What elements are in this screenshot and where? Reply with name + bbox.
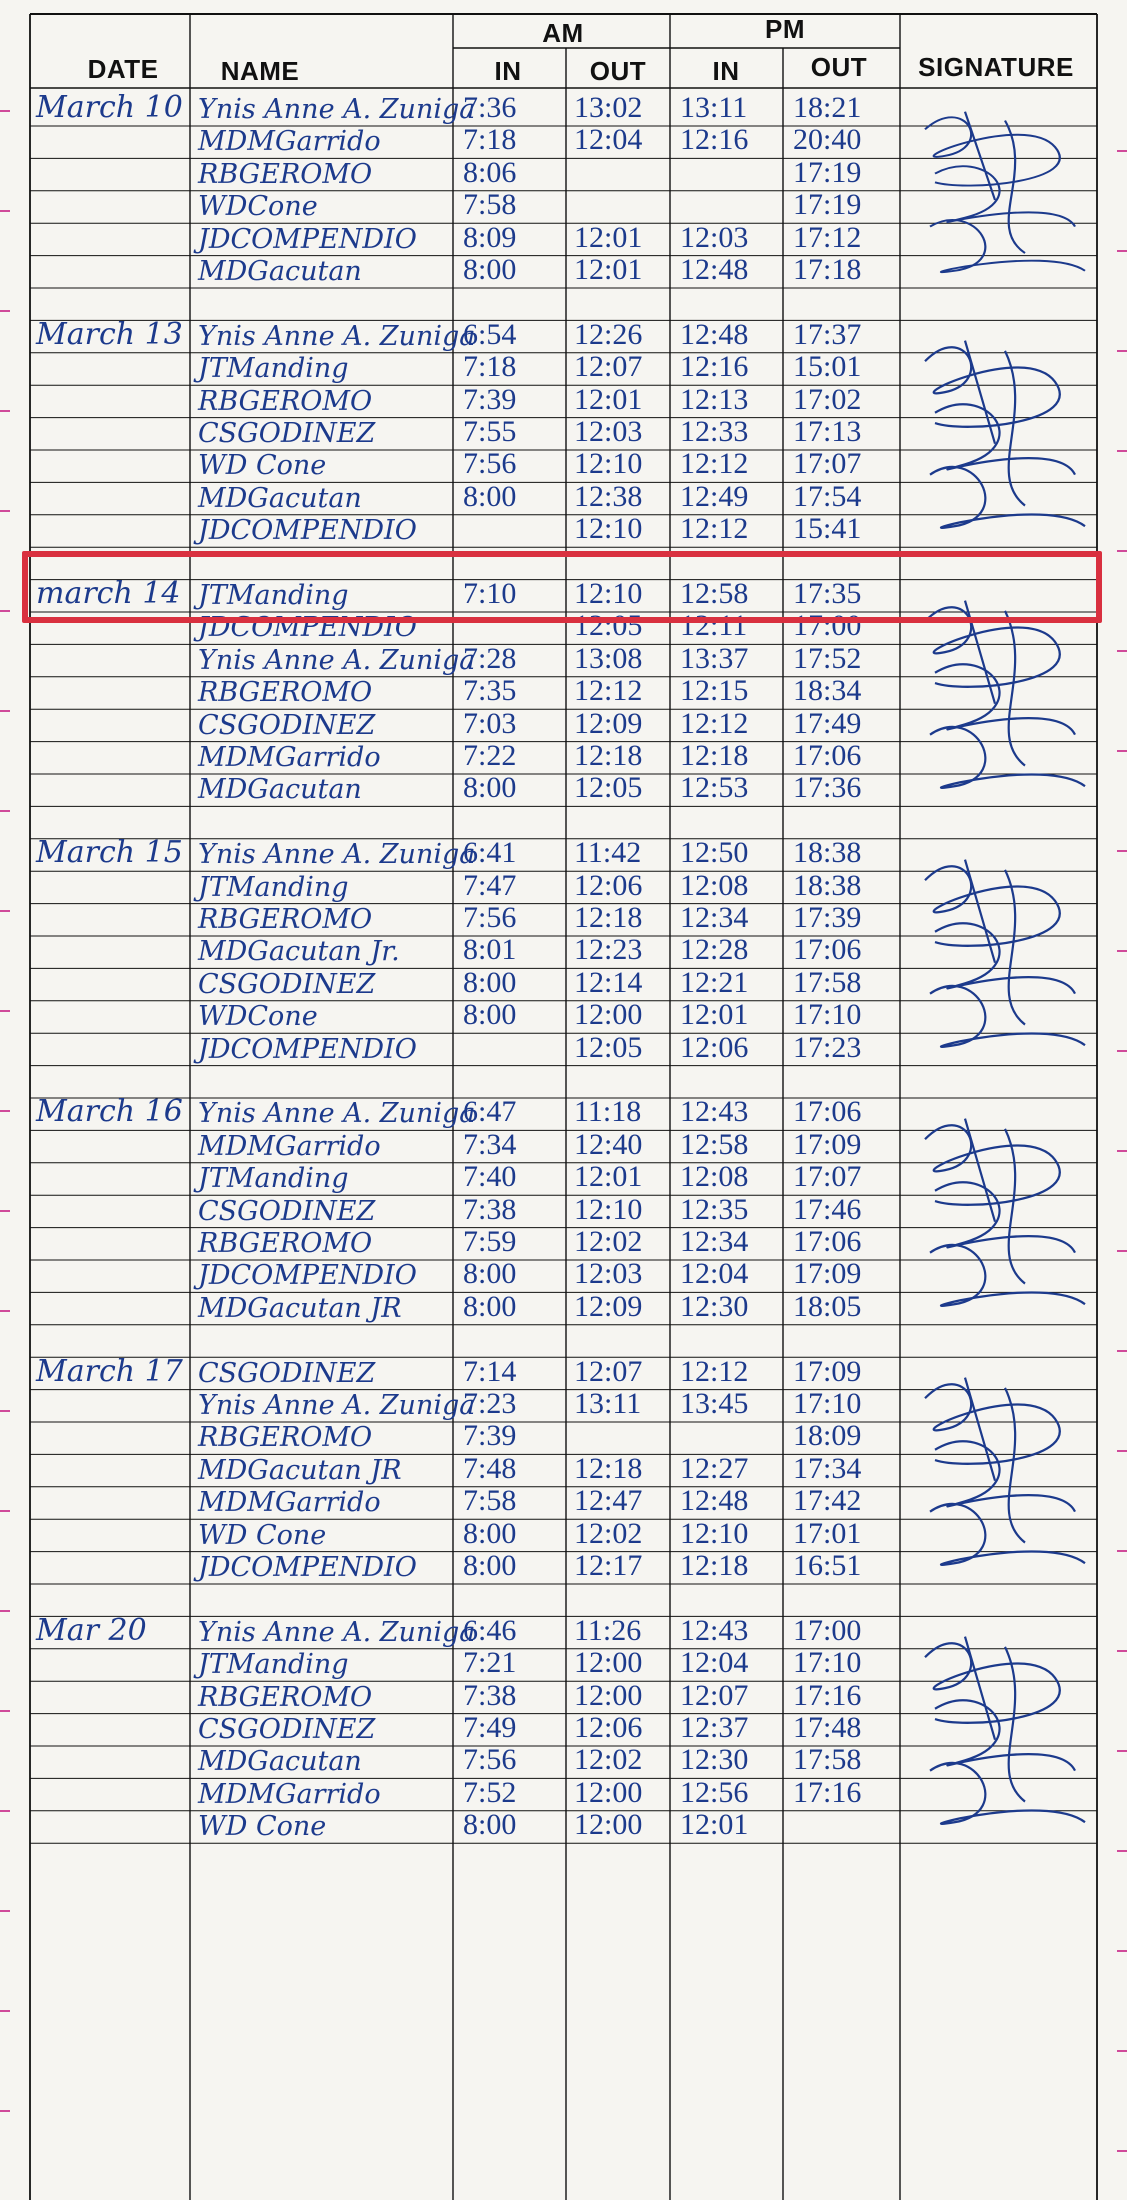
pm-out-cell: 18:38 — [793, 836, 862, 870]
am-out-cell: 12:10 — [574, 512, 643, 546]
am-out-cell: 12:02 — [574, 1516, 643, 1550]
margin-tick — [0, 1810, 10, 1812]
am-in-cell: 8:01 — [463, 933, 517, 967]
pm-in-cell: 12:12 — [680, 512, 749, 546]
header-signature: SIGNATURE — [918, 52, 1074, 82]
name-cell: Ynis Anne A. Zuniga — [198, 839, 476, 871]
pm-out-cell: 17:06 — [793, 1225, 862, 1258]
pm-out-cell: 17:09 — [793, 1354, 862, 1388]
margin-tick — [0, 210, 10, 212]
am-out-cell: 12:18 — [574, 1451, 643, 1485]
pm-in-cell: 12:04 — [680, 1646, 749, 1680]
am-out-cell: 12:02 — [574, 1225, 643, 1258]
pm-in-cell: 12:48 — [680, 317, 749, 351]
pm-out-cell: 17:42 — [793, 1484, 862, 1518]
pm-in-cell: 12:48 — [680, 253, 749, 286]
header-pm-in: IN — [712, 56, 740, 86]
pm-out-cell: 17:10 — [793, 998, 862, 1032]
margin-tick — [0, 110, 10, 112]
am-in-cell: 6:41 — [463, 836, 517, 870]
pm-in-cell: 13:45 — [680, 1387, 749, 1420]
pm-in-cell: 12:12 — [680, 706, 749, 740]
margin-tick — [1117, 950, 1127, 952]
pm-out-cell: 17:46 — [793, 1192, 862, 1226]
pm-out-cell: 17:06 — [793, 933, 862, 967]
pm-in-cell: 12:12 — [680, 1354, 749, 1388]
pm-out-cell: 17:48 — [793, 1711, 862, 1744]
am-in-cell: 7:38 — [463, 1678, 517, 1712]
name-cell: MDMGarrido — [198, 1778, 381, 1810]
pm-out-cell: 17:58 — [793, 1743, 862, 1777]
am-out-cell: 12:01 — [574, 253, 643, 286]
name-cell: WDCone — [198, 191, 318, 223]
am-out-cell: 12:00 — [574, 1808, 643, 1842]
name-cell: RBGEROMO — [198, 1681, 373, 1713]
pm-out-cell: 17:16 — [793, 1775, 862, 1809]
pm-out-cell: 18:38 — [793, 868, 862, 902]
pm-out-cell: 20:40 — [793, 123, 862, 157]
pm-out-cell: 17:35 — [793, 577, 862, 610]
am-in-cell: 8:00 — [463, 1808, 517, 1842]
pm-out-cell: 17:37 — [793, 317, 862, 351]
margin-tick — [0, 310, 10, 312]
pm-in-cell: 12:01 — [680, 998, 749, 1032]
am-out-cell: 12:05 — [574, 1030, 643, 1064]
margin-tick — [0, 1410, 10, 1412]
am-in-cell: 7:34 — [463, 1127, 517, 1161]
date-cell: Mar 20 — [36, 1612, 147, 1648]
name-cell: JDCOMPENDIO — [198, 612, 417, 644]
name-cell: MDGacutan Jr. — [198, 936, 400, 968]
pm-in-cell: 12:30 — [680, 1289, 749, 1323]
am-in-cell: 8:00 — [463, 1549, 517, 1582]
am-out-cell: 12:38 — [574, 479, 643, 513]
pm-out-cell: 17:07 — [793, 1160, 862, 1194]
am-out-cell: 12:10 — [574, 447, 643, 481]
pm-out-cell: 17:07 — [793, 447, 862, 481]
am-out-cell: 12:06 — [574, 1711, 643, 1744]
am-in-cell: 6:54 — [463, 317, 517, 351]
pm-in-cell: 12:06 — [680, 1030, 749, 1064]
pm-out-cell: 17:10 — [793, 1387, 862, 1420]
margin-tick — [1117, 1250, 1127, 1252]
pm-out-cell: 17:39 — [793, 901, 862, 934]
pm-in-cell: 12:58 — [680, 1127, 749, 1161]
am-out-cell: 12:26 — [574, 317, 643, 351]
pm-out-cell: 17:34 — [793, 1451, 862, 1485]
am-out-cell: 12:18 — [574, 739, 643, 772]
margin-tick — [0, 2110, 10, 2112]
margin-tick — [1117, 150, 1127, 152]
am-in-cell: 8:00 — [463, 771, 517, 805]
am-in-cell: 7:03 — [463, 706, 517, 740]
pm-in-cell: 12:43 — [680, 1095, 749, 1129]
name-cell: Ynis Anne A. Zuniga — [198, 320, 476, 352]
margin-tick — [1117, 350, 1127, 352]
am-out-cell: 11:26 — [574, 1613, 642, 1647]
pm-in-cell: 12:48 — [680, 1484, 749, 1518]
name-cell: CSGODINEZ — [198, 1714, 376, 1745]
am-out-cell: 12:00 — [574, 1775, 643, 1809]
am-out-cell: 12:10 — [574, 1192, 643, 1226]
name-cell: JTManding — [198, 580, 349, 611]
pm-in-cell: 12:58 — [680, 577, 749, 610]
am-out-cell: 11:42 — [574, 836, 642, 870]
pm-in-cell: 12:11 — [680, 609, 748, 643]
am-in-cell: 8:00 — [463, 253, 517, 286]
name-cell: Ynis Anne A. Zuniga — [198, 1098, 476, 1130]
pm-out-cell: 17:00 — [793, 1613, 862, 1647]
margin-tick — [1117, 2050, 1127, 2052]
pm-in-cell: 12:49 — [680, 479, 749, 513]
margin-tick — [1117, 1350, 1127, 1352]
name-cell: RBGEROMO — [198, 904, 373, 935]
pm-out-cell: 17:36 — [793, 771, 862, 805]
am-in-cell: 8:00 — [463, 1257, 517, 1291]
name-cell: CSGODINEZ — [198, 418, 376, 449]
am-out-cell: 12:00 — [574, 998, 643, 1032]
name-cell: JDCOMPENDIO — [198, 1033, 417, 1065]
am-out-cell: 12:47 — [574, 1484, 643, 1518]
pm-in-cell: 12:08 — [680, 868, 749, 902]
pm-in-cell: 12:27 — [680, 1451, 749, 1485]
date-cell: March 15 — [36, 835, 183, 871]
name-cell: WD Cone — [198, 450, 327, 482]
pm-in-cell: 12:07 — [680, 1678, 749, 1712]
margin-tick — [0, 410, 10, 412]
am-out-cell: 12:09 — [574, 706, 643, 740]
name-cell: MDMGarrido — [198, 126, 381, 158]
margin-tick — [1117, 750, 1127, 752]
pm-in-cell: 12:43 — [680, 1613, 749, 1647]
pm-in-cell: 12:15 — [680, 674, 749, 708]
pm-in-cell: 12:37 — [680, 1711, 749, 1744]
am-in-cell: 7:40 — [463, 1160, 517, 1194]
pm-out-cell: 15:01 — [793, 350, 862, 384]
am-in-cell: 7:23 — [463, 1387, 517, 1420]
am-in-cell: 6:46 — [463, 1613, 517, 1647]
name-cell: Ynis Anne A. Zuniga — [198, 94, 476, 125]
margin-tick — [0, 1210, 10, 1212]
header-am-in: IN — [494, 56, 522, 86]
pm-in-cell: 12:16 — [680, 350, 749, 384]
am-out-cell: 12:02 — [574, 1743, 643, 1777]
am-out-cell: 12:12 — [574, 674, 643, 708]
margin-tick — [0, 710, 10, 712]
name-cell: JTManding — [198, 1163, 349, 1195]
pm-in-cell: 12:01 — [680, 1808, 749, 1842]
margin-tick — [1117, 1950, 1127, 1952]
header-date: DATE — [87, 54, 159, 84]
am-out-cell: 12:01 — [574, 220, 643, 254]
am-out-cell: 11:18 — [574, 1095, 642, 1129]
name-cell: CSGODINEZ — [198, 968, 376, 1000]
am-out-cell: 12:06 — [574, 868, 643, 902]
name-cell: Ynis Anne A. Zuniga — [198, 1390, 476, 1421]
date-cell: March 16 — [36, 1094, 183, 1130]
margin-tick — [0, 1510, 10, 1512]
margin-tick — [0, 1310, 10, 1312]
name-cell: WD Cone — [198, 1811, 327, 1843]
name-cell: RBGEROMO — [198, 385, 373, 417]
am-in-cell: 7:59 — [463, 1225, 517, 1258]
am-in-cell: 7:35 — [463, 674, 517, 708]
header-am: AM — [542, 18, 584, 48]
pm-in-cell: 12:28 — [680, 933, 749, 967]
pm-in-cell: 12:30 — [680, 1743, 749, 1777]
pm-in-cell: 13:37 — [680, 641, 749, 675]
name-cell: JDCOMPENDIO — [198, 1260, 417, 1292]
name-cell: MDMGarrido — [198, 1487, 381, 1519]
am-in-cell: 7:58 — [463, 1484, 517, 1518]
am-in-cell: 6:47 — [463, 1095, 517, 1129]
margin-tick — [1117, 250, 1127, 252]
am-out-cell: 12:07 — [574, 1354, 643, 1388]
pm-out-cell: 17:49 — [793, 706, 862, 740]
pm-out-cell: 16:51 — [793, 1549, 862, 1582]
date-cell: March 10 — [36, 90, 183, 125]
pm-out-cell: 17:06 — [793, 739, 862, 772]
pm-in-cell: 12:18 — [680, 1549, 749, 1582]
am-in-cell: 7:48 — [463, 1451, 517, 1485]
am-in-cell: 7:56 — [463, 901, 517, 934]
margin-tick — [0, 1910, 10, 1912]
header-am-out: OUT — [589, 56, 647, 86]
pm-out-cell: 17:00 — [793, 609, 862, 643]
name-cell: MDGacutan JR — [198, 1292, 402, 1324]
date-cell: March 17 — [36, 1353, 183, 1389]
name-cell: Ynis Anne A. Zuniga — [198, 644, 476, 676]
am-in-cell: 8:00 — [463, 1516, 517, 1550]
pm-out-cell: 17:13 — [793, 415, 862, 448]
am-in-cell: 8:09 — [463, 220, 517, 254]
am-out-cell: 12:23 — [574, 933, 643, 967]
pm-out-cell: 15:41 — [793, 512, 862, 546]
pm-out-cell: 17:09 — [793, 1257, 862, 1291]
margin-tick — [1117, 550, 1127, 552]
am-out-cell: 13:11 — [574, 1387, 642, 1420]
am-in-cell: 7:36 — [463, 91, 517, 124]
am-in-cell: 7:22 — [463, 739, 517, 772]
am-out-cell: 12:00 — [574, 1678, 643, 1712]
am-out-cell: 12:04 — [574, 123, 643, 157]
am-out-cell: 12:01 — [574, 382, 643, 416]
am-out-cell: 13:08 — [574, 641, 643, 675]
name-cell: JTManding — [198, 1649, 349, 1681]
header-pm-out: OUT — [810, 52, 868, 82]
name-cell: CSGODINEZ — [198, 709, 376, 741]
pm-out-cell: 17:58 — [793, 965, 862, 999]
am-out-cell: 12:09 — [574, 1289, 643, 1323]
name-cell: MDGacutan — [198, 482, 362, 514]
name-cell: JDCOMPENDIO — [198, 1552, 417, 1583]
name-cell: MDGacutan — [198, 256, 362, 287]
name-cell: JTManding — [198, 353, 349, 385]
pm-in-cell: 12:34 — [680, 901, 749, 934]
am-out-cell: 12:17 — [574, 1549, 643, 1582]
am-out-cell: 12:03 — [574, 1257, 643, 1291]
pm-out-cell: 18:21 — [793, 91, 862, 124]
am-out-cell: 12:10 — [574, 577, 643, 610]
pm-in-cell: 12:35 — [680, 1192, 749, 1226]
am-out-cell: 12:05 — [574, 609, 643, 643]
am-in-cell: 7:10 — [463, 577, 517, 610]
am-out-cell: 12:14 — [574, 965, 643, 999]
pm-in-cell: 12:53 — [680, 771, 749, 805]
name-cell: CSGODINEZ — [198, 1357, 376, 1389]
margin-tick — [0, 510, 10, 512]
am-in-cell: 7:49 — [463, 1711, 517, 1744]
name-cell: RBGEROMO — [198, 1228, 373, 1259]
am-out-cell: 13:02 — [574, 91, 643, 124]
am-in-cell: 7:52 — [463, 1775, 517, 1809]
pm-in-cell: 12:21 — [680, 965, 749, 999]
am-in-cell: 8:06 — [463, 155, 517, 189]
pm-in-cell: 12:12 — [680, 447, 749, 481]
pm-out-cell: 17:18 — [793, 253, 862, 286]
name-cell: WD Cone — [198, 1519, 327, 1551]
margin-tick — [0, 1110, 10, 1112]
margin-tick — [0, 610, 10, 612]
header-pm: PM — [765, 14, 805, 44]
pm-out-cell: 17:19 — [793, 188, 862, 222]
pm-out-cell: 17:06 — [793, 1095, 862, 1129]
margin-tick — [1117, 450, 1127, 452]
am-in-cell: 8:00 — [463, 479, 517, 513]
am-in-cell: 7:28 — [463, 641, 517, 675]
date-cell: March 13 — [36, 316, 183, 352]
am-in-cell: 8:00 — [463, 1289, 517, 1323]
am-in-cell: 7:55 — [463, 415, 517, 448]
am-in-cell: 7:14 — [463, 1354, 517, 1388]
am-out-cell: 12:07 — [574, 350, 643, 384]
margin-tick — [0, 810, 10, 812]
name-cell: JDCOMPENDIO — [198, 515, 417, 547]
margin-tick — [1117, 1450, 1127, 1452]
pm-out-cell: 17:02 — [793, 382, 862, 416]
margin-tick — [1117, 650, 1127, 652]
pm-in-cell: 12:04 — [680, 1257, 749, 1291]
date-cell: march 14 — [36, 576, 181, 611]
am-out-cell: 12:03 — [574, 415, 643, 448]
am-in-cell: 7:21 — [463, 1646, 517, 1680]
am-in-cell: 7:58 — [463, 188, 517, 222]
margin-tick — [1117, 1750, 1127, 1752]
margin-tick — [1117, 1550, 1127, 1552]
am-out-cell: 12:01 — [574, 1160, 643, 1194]
pm-in-cell: 12:18 — [680, 739, 749, 772]
pm-out-cell: 17:12 — [793, 220, 862, 254]
am-out-cell: 12:40 — [574, 1127, 643, 1161]
am-in-cell: 7:56 — [463, 447, 517, 481]
pm-in-cell: 12:08 — [680, 1160, 749, 1194]
pm-out-cell: 18:34 — [793, 674, 862, 708]
pm-out-cell: 17:09 — [793, 1127, 862, 1161]
margin-tick — [0, 1710, 10, 1712]
pm-out-cell: 18:09 — [793, 1419, 862, 1453]
margin-tick — [0, 2010, 10, 2012]
pm-in-cell: 12:03 — [680, 220, 749, 254]
highlighted-row-box — [22, 551, 1102, 623]
am-in-cell: 8:00 — [463, 965, 517, 999]
name-cell: MDGacutan — [198, 774, 362, 806]
pm-out-cell: 17:01 — [793, 1516, 862, 1550]
margin-tick — [0, 1610, 10, 1612]
am-in-cell: 7:39 — [463, 1419, 517, 1453]
margin-tick — [0, 1010, 10, 1012]
pm-in-cell: 12:33 — [680, 415, 749, 448]
name-cell: CSGODINEZ — [198, 1195, 376, 1227]
pm-out-cell: 17:10 — [793, 1646, 862, 1680]
am-in-cell: 7:39 — [463, 382, 517, 416]
pm-in-cell: 12:10 — [680, 1516, 749, 1550]
pm-in-cell: 13:11 — [680, 91, 748, 124]
margin-tick — [1117, 2150, 1127, 2152]
am-out-cell: 12:18 — [574, 901, 643, 934]
name-cell: JTManding — [198, 871, 349, 903]
am-in-cell: 7:18 — [463, 123, 517, 157]
margin-tick — [1117, 1850, 1127, 1852]
name-cell: WDCone — [198, 1001, 318, 1033]
header-name: NAME — [220, 56, 300, 86]
pm-out-cell: 17:16 — [793, 1678, 862, 1712]
margin-tick — [1117, 1650, 1127, 1652]
am-in-cell: 7:56 — [463, 1743, 517, 1777]
margin-tick — [1117, 850, 1127, 852]
margin-tick — [1117, 1050, 1127, 1052]
am-in-cell: 7:47 — [463, 868, 517, 902]
name-cell: MDMGarrido — [198, 1130, 381, 1162]
am-in-cell: 7:38 — [463, 1192, 517, 1226]
pm-out-cell: 17:52 — [793, 641, 862, 675]
name-cell: RBGEROMO — [198, 1422, 373, 1454]
am-out-cell: 12:05 — [574, 771, 643, 805]
pm-in-cell: 12:50 — [680, 836, 749, 870]
pm-out-cell: 17:19 — [793, 155, 862, 189]
pm-in-cell: 12:16 — [680, 123, 749, 157]
name-cell: MDMGarrido — [198, 742, 381, 773]
name-cell: Ynis Anne A. Zuniga — [198, 1616, 476, 1648]
pm-out-cell: 17:23 — [793, 1030, 862, 1064]
pm-out-cell: 17:54 — [793, 479, 862, 513]
margin-tick — [0, 910, 10, 912]
am-in-cell: 7:18 — [463, 350, 517, 384]
margin-tick — [1117, 1150, 1127, 1152]
name-cell: RBGEROMO — [198, 677, 373, 709]
pm-in-cell: 12:13 — [680, 382, 749, 416]
name-cell: MDGacutan — [198, 1746, 362, 1778]
name-cell: RBGEROMO — [198, 158, 373, 190]
am-in-cell: 8:00 — [463, 998, 517, 1032]
name-cell: JDCOMPENDIO — [198, 223, 417, 255]
name-cell: MDGacutan JR — [198, 1454, 402, 1486]
pm-in-cell: 12:56 — [680, 1775, 749, 1809]
pm-out-cell: 18:05 — [793, 1289, 862, 1323]
am-out-cell: 12:00 — [574, 1646, 643, 1680]
pm-in-cell: 12:34 — [680, 1225, 749, 1258]
